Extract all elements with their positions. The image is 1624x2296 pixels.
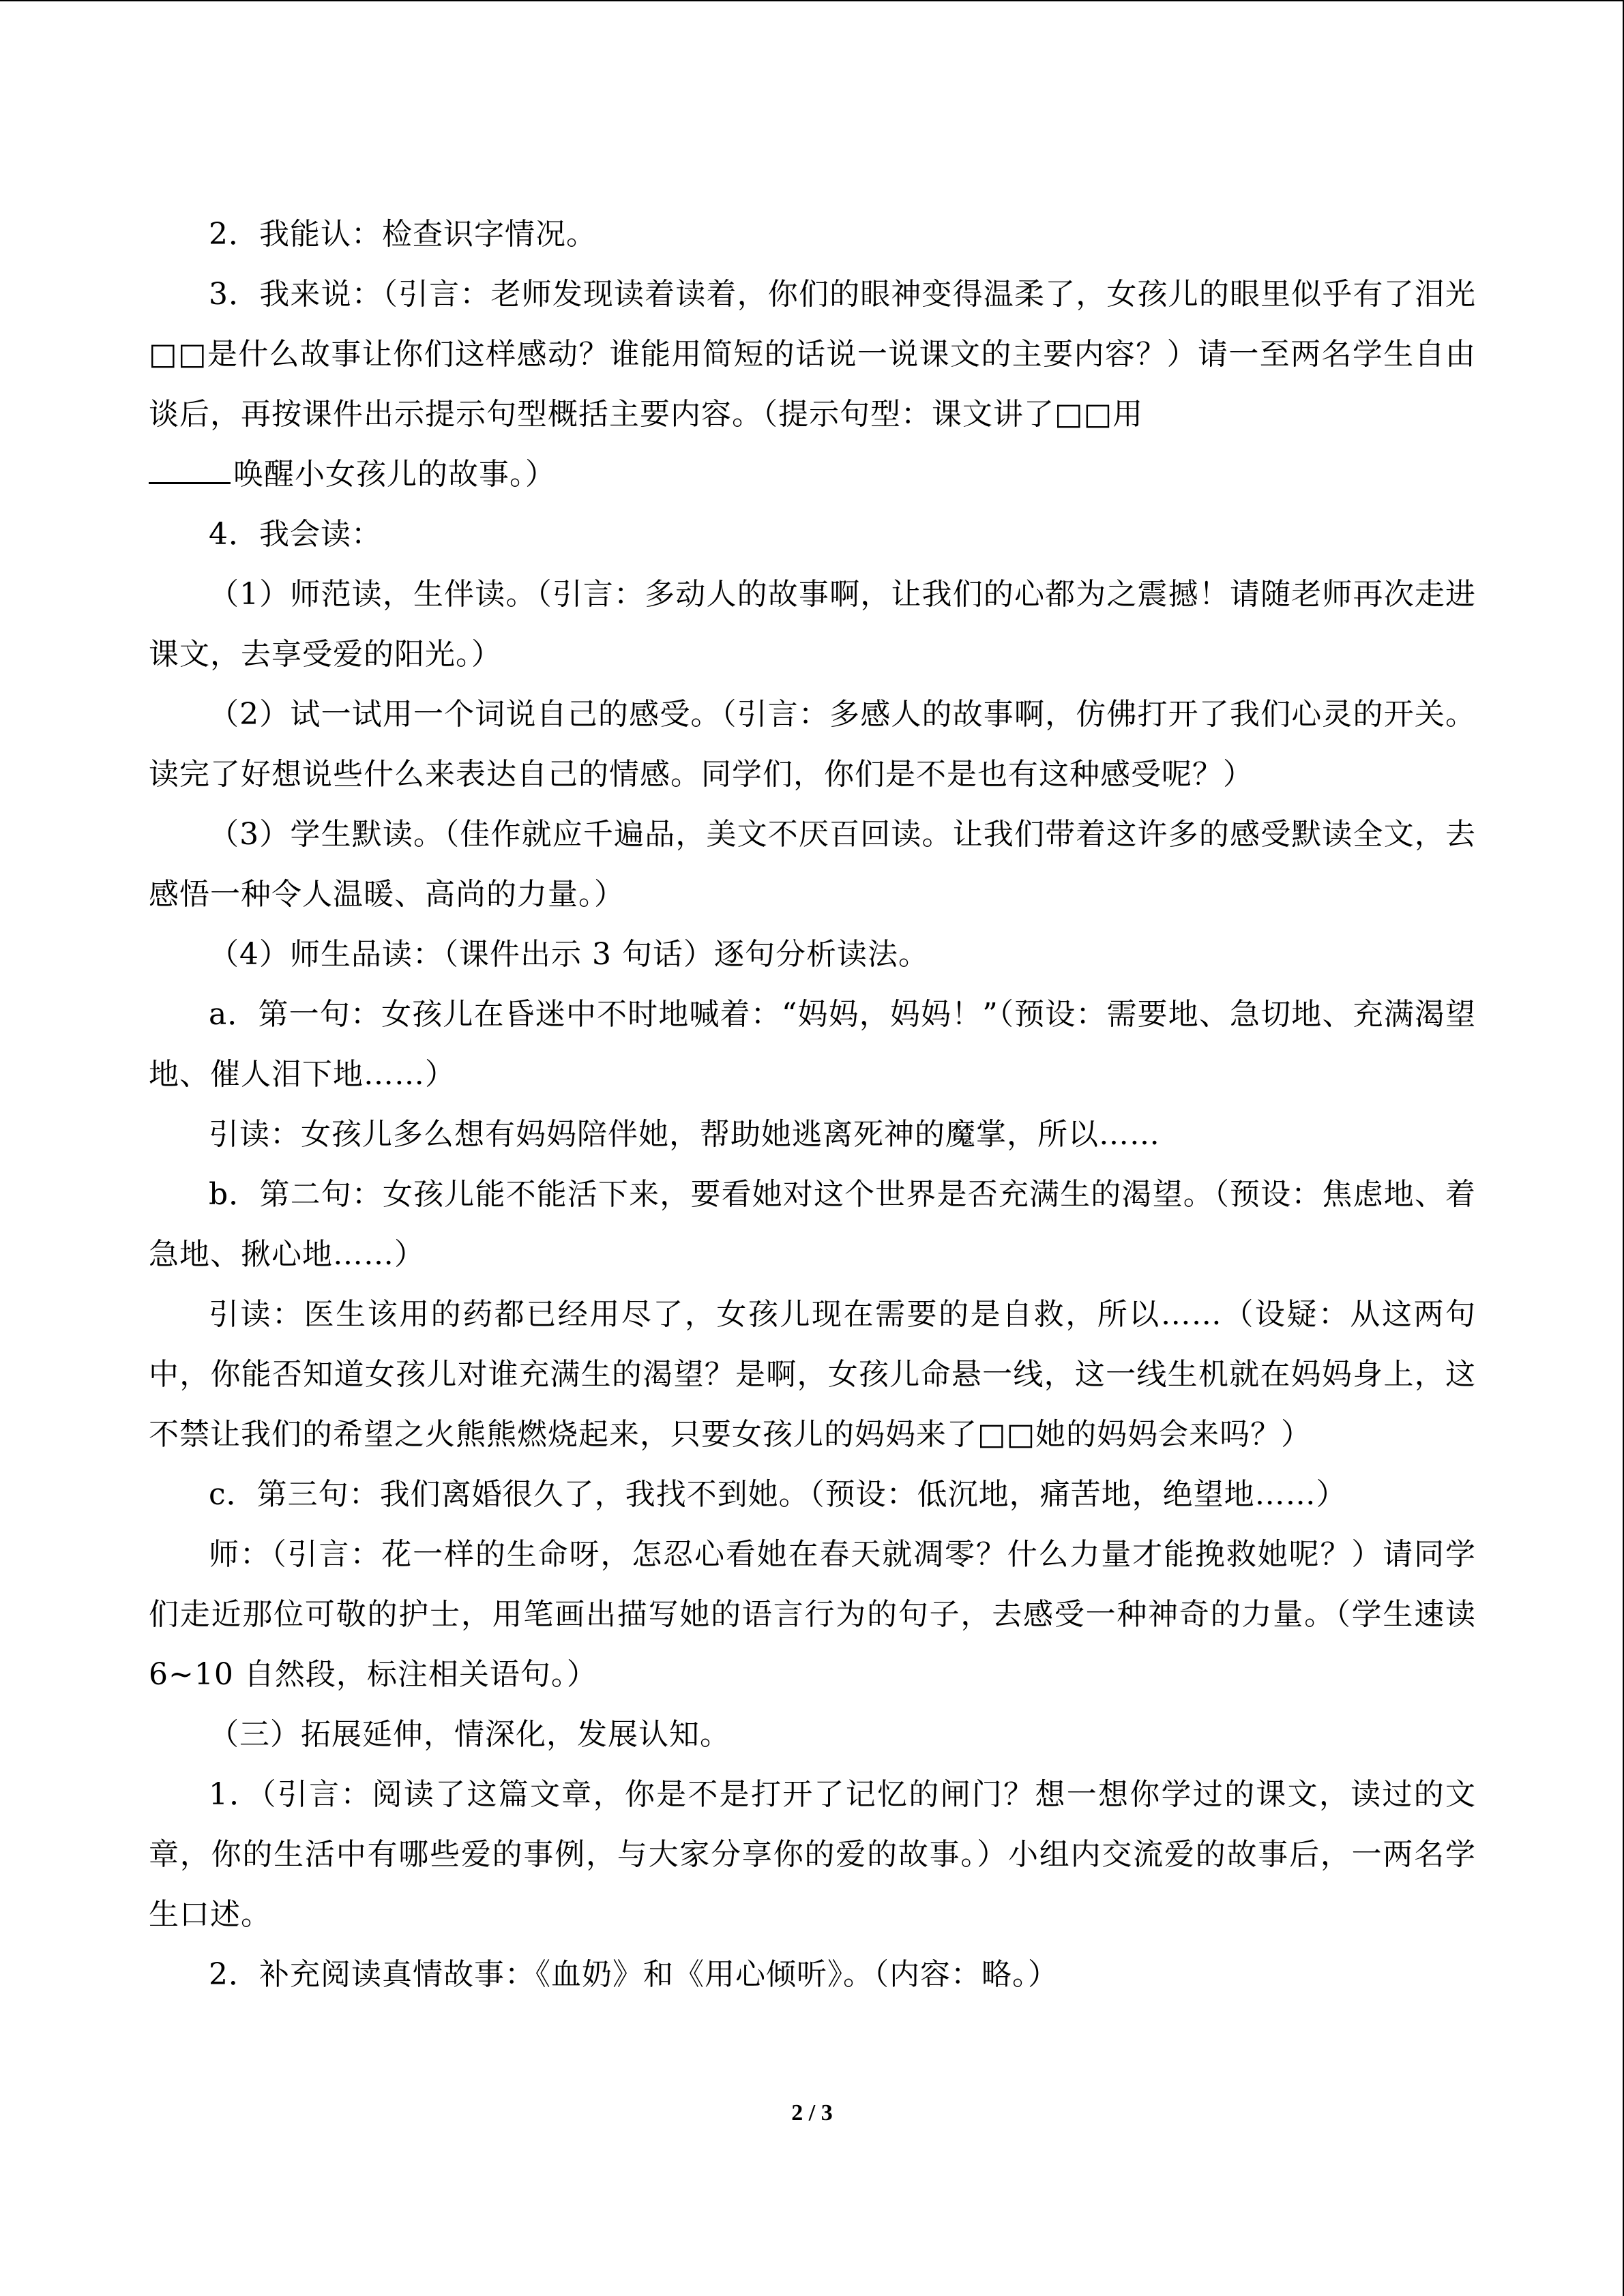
paragraph: 2．补充阅读真情故事：《血奶》和《用心倾听》。（内容：略。） xyxy=(209,1957,1059,1992)
paragraph: c．第三句：我们离婚很久了，我找不到她。（预设：低沉地，痛苦地，绝望地……） xyxy=(209,1477,1347,1512)
paragraph: a．第一句：女孩儿在昏迷中不时地喊着：“妈妈，妈妈！”（预设：需要地、急切地、充满渴望地、催人泪下地……） xyxy=(149,997,1476,1092)
paragraph: 引读：医生该用的药都已经用尽了，女孩儿现在需要的是自救，所以……（设疑：从这两句中，你能否知道女孩儿对谁充满生的渴望？是啊，女孩儿命悬一线，这一线生机就在妈妈身上，这不禁让我们的希望之火熊熊燃烧起来，只要女孩儿的妈妈来了□□她的妈妈会来吗？） xyxy=(149,1297,1476,1452)
paragraph-text: 唤醒小女孩儿的故事。） xyxy=(233,457,556,492)
paragraph-with-blank xyxy=(149,445,1476,505)
paragraph: （1）师范读，生伴读。（引言：多动人的故事啊，让我们的心都为之震撼！请随老师再次走进课文，去享受爱的阳光。） xyxy=(149,577,1476,672)
paragraph: （4）师生品读：（课件出示 3 句话）逐句分析读法。 xyxy=(209,937,929,972)
paragraph: 2．我能认：检查识字情况。 xyxy=(209,217,597,252)
page-number: 2 / 3 xyxy=(791,2100,833,2126)
paragraph: 3．我来说：（引言：老师发现读着读着，你们的眼神变得温柔了，女孩儿的眼里似乎有了泪光□□是什么故事让你们这样感动？谁能用简短的话说一说课文的主要内容？）请一至两名学生自由谈后，再按课件出示提示句型概括主要内容。（提示句型：课文讲了□□用 xyxy=(149,277,1476,432)
paragraph: 4．我会读： xyxy=(209,517,382,552)
paragraph: 师：（引言：花一样的生命呀，怎忍心看她在春天就凋零？什么力量才能挽救她呢？）请同学们走近那位可敬的护士，用笔画出描写她的语言行为的句子，去感受一种神奇的力量。（学生速读 6~10 自然段，标注相关语句。） xyxy=(149,1537,1476,1692)
document-body xyxy=(149,205,1476,2005)
paragraph: 引读：女孩儿多么想有妈妈陪伴她，帮助她逃离死神的魔掌，所以…… xyxy=(209,1117,1160,1152)
fill-in-blank xyxy=(149,455,231,484)
section-heading: （三）拓展延伸，情深化，发展认知。 xyxy=(209,1717,730,1752)
paragraph: （3）学生默读。（佳作就应千遍品，美文不厌百回读。让我们带着这许多的感受默读全文，去感悟一种令人温暖、高尚的力量。） xyxy=(149,817,1476,912)
paragraph: （2）试一试用一个词说自己的感受。（引言：多感人的故事啊，仿佛打开了我们心灵的开关。读完了好想说些什么来表达自己的情感。同学们，你们是不是也有这种感受呢？） xyxy=(149,697,1476,792)
paragraph: 1．（引言：阅读了这篇文章，你是不是打开了记忆的闸门？想一想你学过的课文，读过的文章，你的生活中有哪些爱的事例，与大家分享你的爱的故事。）小组内交流爱的故事后，一两名学生口述。 xyxy=(149,1777,1476,1932)
paragraph: b．第二句：女孩儿能不能活下来，要看她对这个世界是否充满生的渴望。（预设：焦虑地、着急地、揪心地……） xyxy=(149,1177,1476,1272)
